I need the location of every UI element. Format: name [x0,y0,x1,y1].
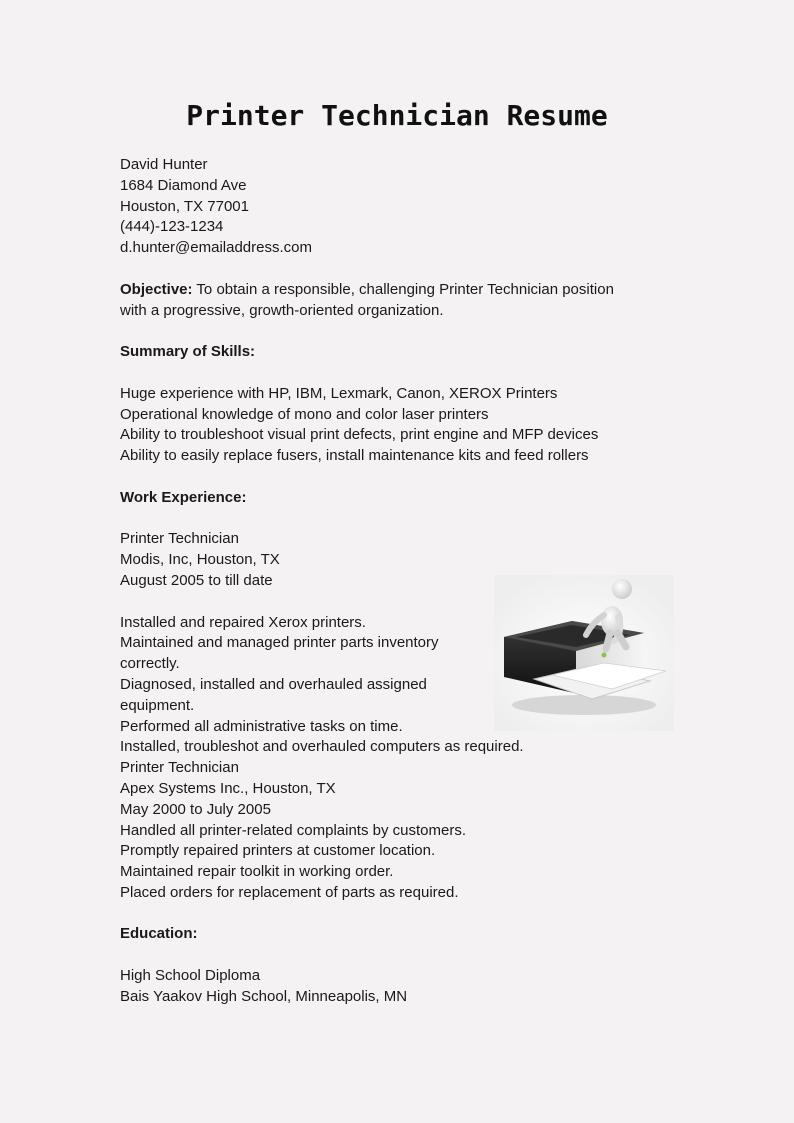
job2-dates: May 2000 to July 2005 [120,800,271,818]
resume-title: Printer Technician Resume [186,99,608,132]
job1-company: Modis, Inc, Houston, TX [120,551,280,569]
contact-email: d.hunter@emailaddress.com [120,239,312,257]
contact-city: Houston, TX 77001 [120,197,249,215]
skill-item: Ability to easily replace fusers, install maintenance kits and feed rollers [120,447,589,465]
objective-text-2: with a progressive, growth-oriented organization. [120,301,444,319]
objective-section [120,280,720,322]
printer-technician-illustration [494,575,674,731]
skill-item: Operational knowledge of mono and color laser printers [120,405,489,423]
skills-section [120,342,720,467]
job1-title: Printer Technician [120,530,239,548]
education-degree: High School Diploma [120,967,261,985]
objective-label: Objective: [120,280,193,298]
contact-name: David Hunter [120,156,208,173]
education-school: Bais Yaakov High School, Minneapolis, MN [120,987,408,1005]
skill-item: Huge experience with HP, IBM, Lexmark, Canon, XEROX Printers [120,384,558,402]
job2-title: Printer Technician [120,759,239,777]
job2-duty: Placed orders for replacement of parts as required. [120,883,459,901]
objective-text-1: To obtain a responsible, challenging Printer Technician position [192,280,614,298]
job1-duty: correctly. [120,655,180,673]
printer-figure-icon [494,575,674,731]
job1-duty: Installed and repaired Xerox printers. [120,613,366,631]
experience-heading: Work Experience: [120,488,247,506]
education-heading: Education: [120,925,198,943]
job2-company: Apex Systems Inc., Houston, TX [120,779,336,797]
job1-duty: Maintained and managed printer parts inventory [120,634,439,652]
job2-duty: Maintained repair toolkit in working order. [120,863,394,881]
job1-duty: Installed, troubleshot and overhauled computers as required. [120,738,524,756]
job2-duty: Promptly repaired printers at customer location. [120,842,436,860]
job1-duty: Diagnosed, installed and overhauled assigned [120,675,427,693]
skill-item: Ability to troubleshoot visual print defects, print engine and MFP devices [120,426,599,444]
job1-dates: August 2005 to till date [120,571,273,589]
job1-duty: equipment. [120,696,195,714]
contact-block [120,155,720,259]
education-section [120,924,720,1007]
skills-heading: Summary of Skills: [120,343,256,361]
job2-duty: Handled all printer-related complaints by customers. [120,821,466,839]
contact-street: 1684 Diamond Ave [120,176,247,194]
contact-phone: (444)-123-1234 [120,218,224,236]
job1-duty: Performed all administrative tasks on time. [120,717,403,735]
